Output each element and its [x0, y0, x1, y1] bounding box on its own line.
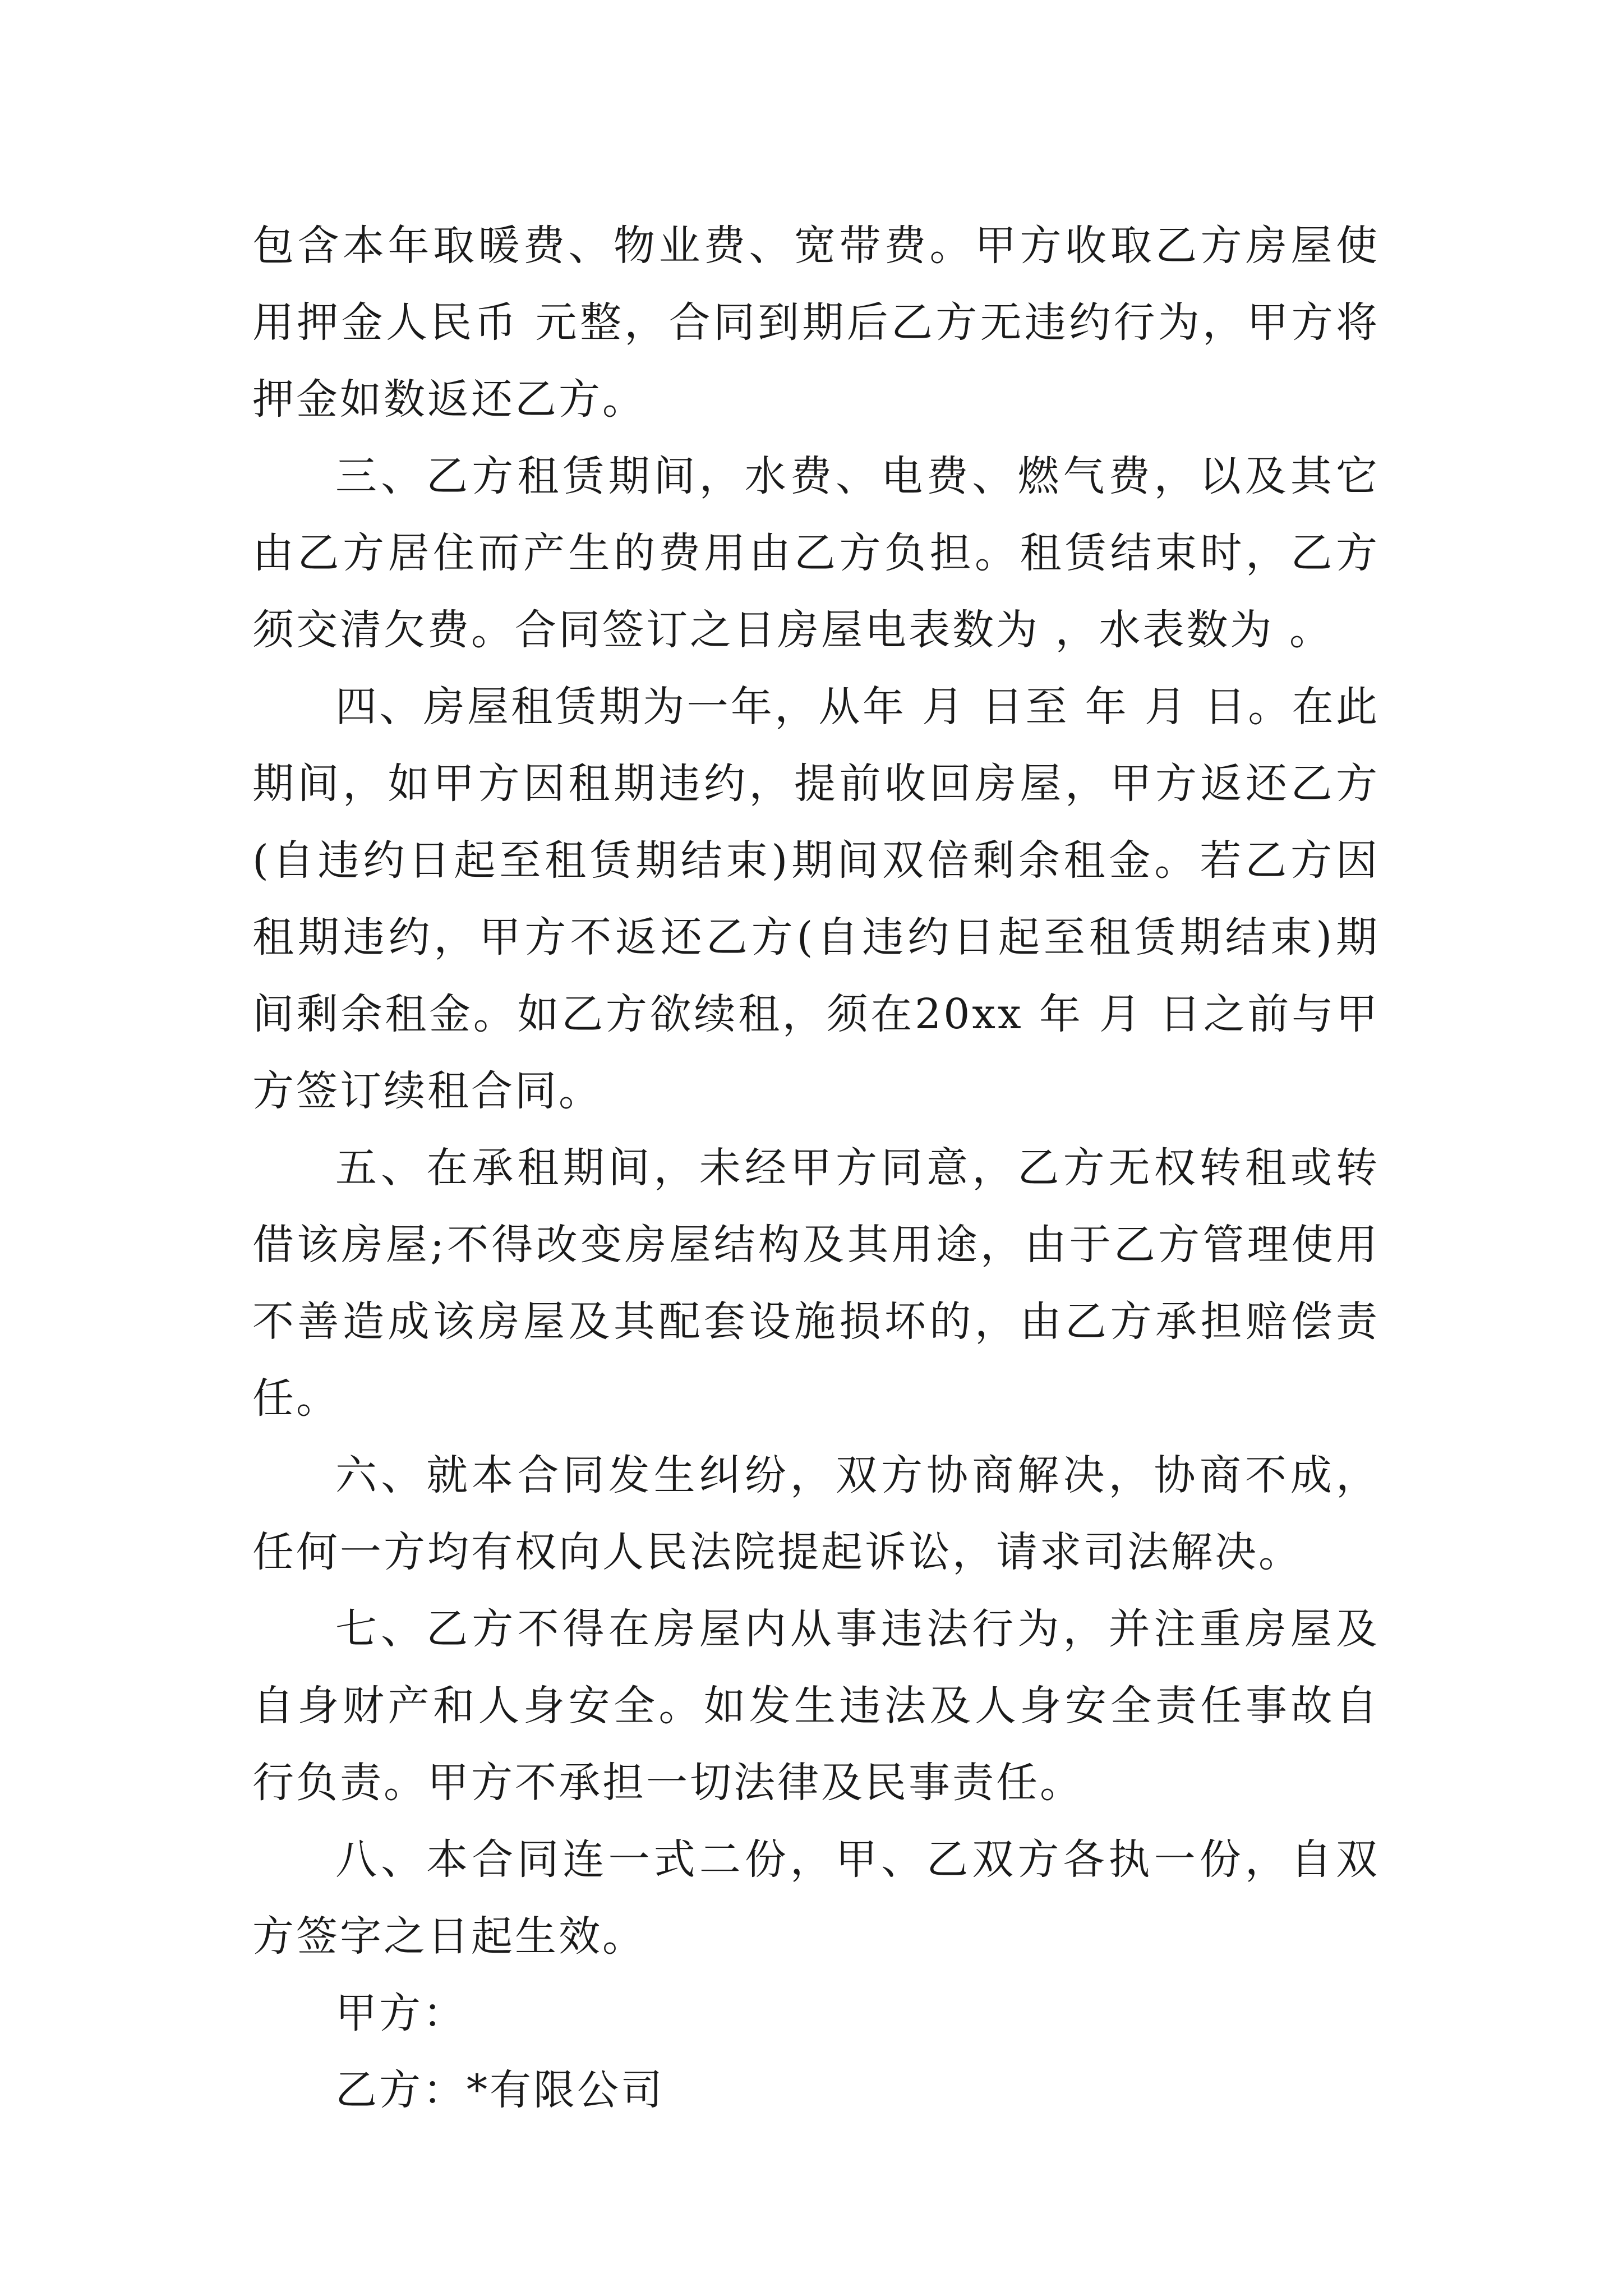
paragraph-clause-7: 七、乙方不得在房屋内从事违法行为，并注重房屋及自身财产和人身安全。如发生违法及人身安全责任事故自行负责。甲方不承担一切法律及民事责任。 — [252, 1605, 1380, 1807]
paragraph-clause-3: 三、乙方租赁期间，水费、电费、燃气费，以及其它由乙方居住而产生的费用由乙方负担。租赁结束时，乙方须交清欠费。合同签订之日房屋电表数为 ，水表数为 。 — [252, 452, 1380, 654]
signature-party-b: 乙方：*有限公司 — [335, 2066, 665, 2114]
paragraph-clause-4: 四、房屋租赁期为一年，从年 月 日至 年 月 日。在此期间，如甲方因租期违约，提前收回房屋，甲方返还乙方(自违约日起至租赁期结束)期间双倍剩余租金。若乙方因租期违约，甲方不返还乙方(自违约日起至租赁期结束)期间剩余租金。如乙方欲续租，须在20xx 年 月 日之前与甲方签订续租合同。 — [252, 683, 1380, 1115]
paragraph-deposit: 包含本年取暖费、物业费、宽带费。甲方收取乙方房屋使用押金人民币 元整，合同到期后乙方无违约行为，甲方将押金如数返还乙方。 — [252, 222, 1380, 424]
paragraph-clause-5: 五、在承租期间，未经甲方同意，乙方无权转租或转借该房屋;不得改变房屋结构及其用途，由于乙方管理使用不善造成该房屋及其配套设施损坏的，由乙方承担赔偿责任。 — [252, 1144, 1380, 1423]
contract-body — [252, 208, 1380, 2129]
paragraph-clause-6: 六、就本合同发生纠纷，双方协商解决，协商不成，任何一方均有权向人民法院提起诉讼，请求司法解决。 — [252, 1451, 1380, 1576]
paragraph-clause-8: 八、本合同连一式二份，甲、乙双方各执一份，自双方签字之日起生效。 — [252, 1835, 1380, 1961]
signature-party-a: 甲方： — [335, 1989, 467, 2037]
